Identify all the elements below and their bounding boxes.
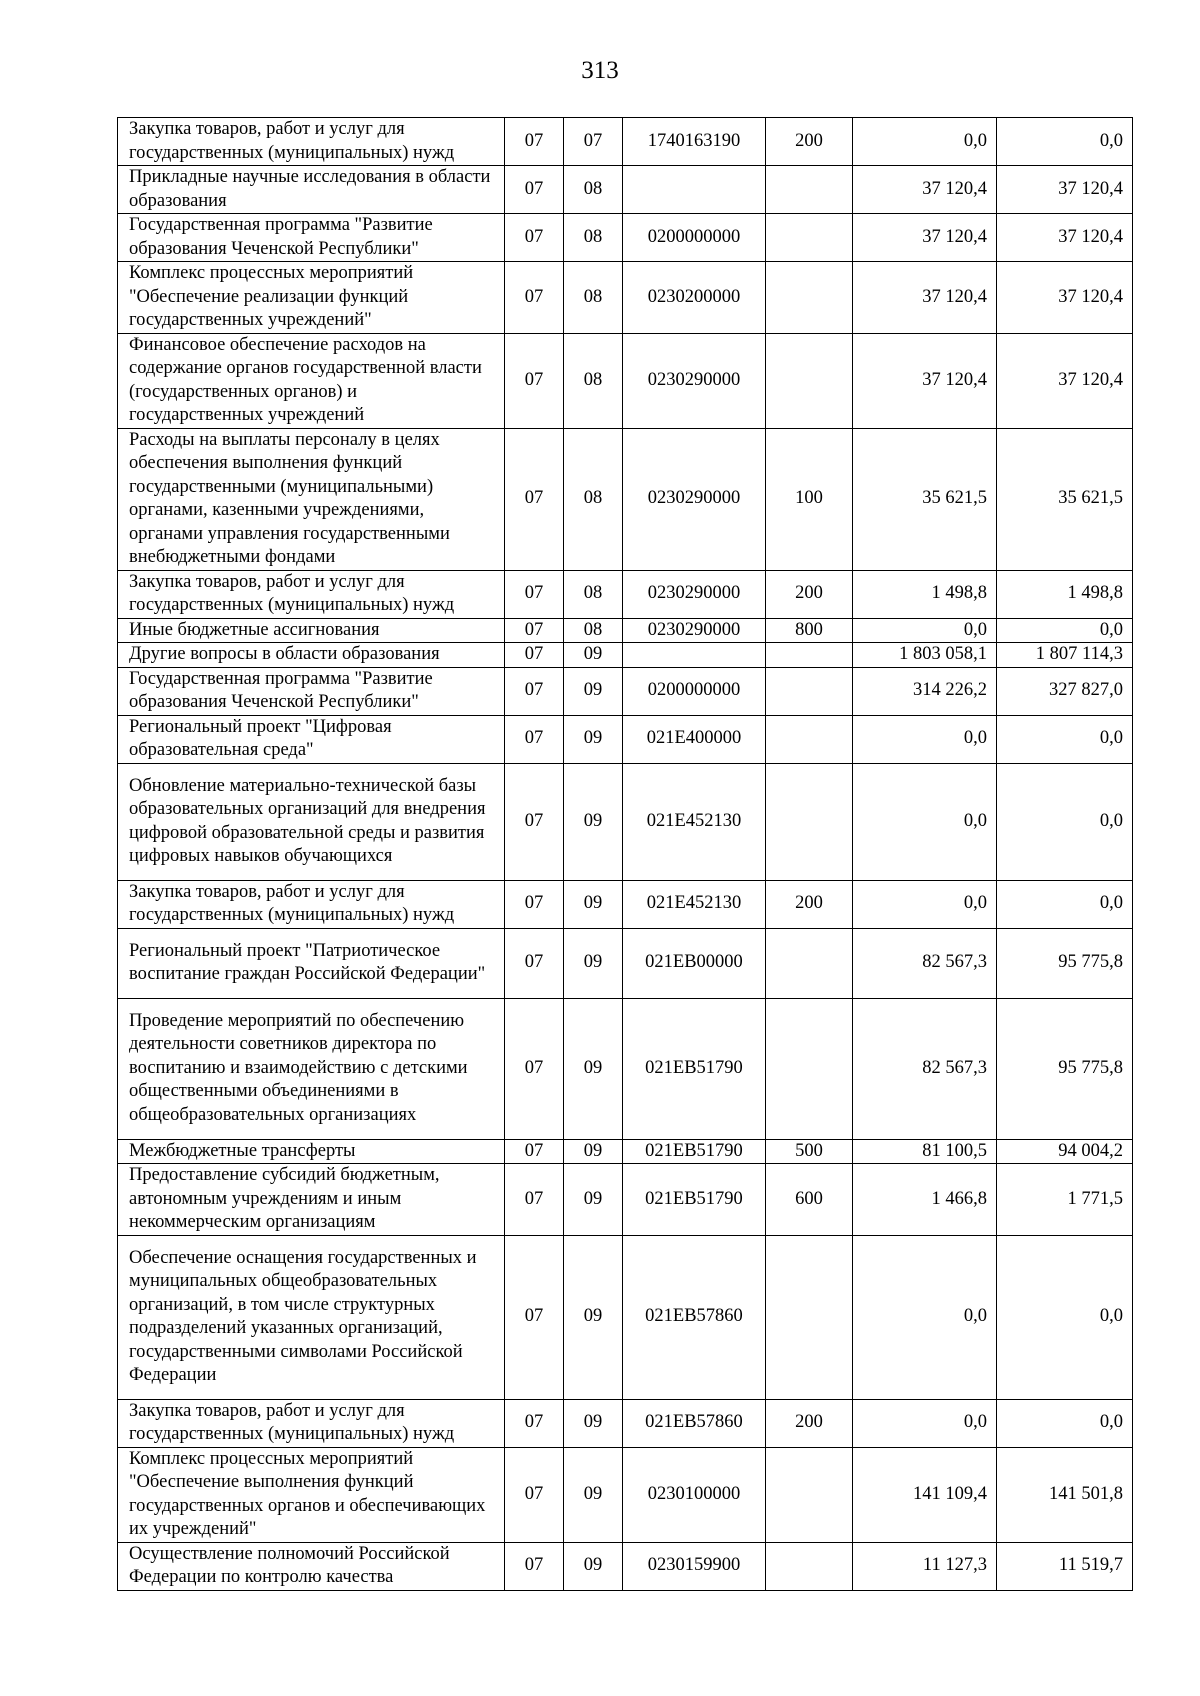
row-section: 07 <box>505 1447 564 1542</box>
row-target-article: 021EB51790 <box>623 1164 766 1236</box>
row-name: Проведение мероприятий по обеспечению деятельности советников директора по воспитанию и взаимодействию с детскими общественными объединениями в общеобразовательных организациях <box>118 998 505 1139</box>
row-expense-type <box>766 715 853 763</box>
row-subsection: 09 <box>564 1447 623 1542</box>
row-amount-1: 0,0 <box>853 118 997 166</box>
row-expense-type: 200 <box>766 118 853 166</box>
table-row <box>118 880 1133 928</box>
row-target-article: 0230200000 <box>623 262 766 334</box>
row-subsection: 09 <box>564 880 623 928</box>
row-name: Закупка товаров, работ и услуг для государственных (муниципальных) нужд <box>118 118 505 166</box>
row-section: 07 <box>505 1542 564 1590</box>
row-expense-type: 200 <box>766 1399 853 1447</box>
table-row <box>118 667 1133 715</box>
table-row <box>118 1139 1133 1164</box>
row-name: Обновление материально-технической базы образовательных организаций для внедрения цифровой образовательной среды и развития цифровых навыков обучающихся <box>118 763 505 880</box>
row-name: Закупка товаров, работ и услуг для государственных (муниципальных) нужд <box>118 1399 505 1447</box>
row-amount-1: 0,0 <box>853 763 997 880</box>
row-amount-1: 141 109,4 <box>853 1447 997 1542</box>
row-name: Государственная программа "Развитие образования Чеченской Республики" <box>118 214 505 262</box>
row-name: Финансовое обеспечение расходов на содержание органов государственной власти (государственных органов) и государственных учреждений <box>118 333 505 428</box>
row-amount-1: 82 567,3 <box>853 928 997 998</box>
table-row <box>118 998 1133 1139</box>
table-row <box>118 1399 1133 1447</box>
row-subsection: 08 <box>564 570 623 618</box>
row-subsection: 09 <box>564 998 623 1139</box>
row-name: Другие вопросы в области образования <box>118 643 505 668</box>
row-amount-2: 0,0 <box>997 618 1133 643</box>
row-subsection: 09 <box>564 1542 623 1590</box>
row-amount-1: 37 120,4 <box>853 262 997 334</box>
row-name: Прикладные научные исследования в области образования <box>118 166 505 214</box>
budget-table-body <box>118 118 1133 1591</box>
row-amount-2: 95 775,8 <box>997 998 1133 1139</box>
table-row <box>118 1235 1133 1399</box>
row-amount-1: 37 120,4 <box>853 214 997 262</box>
row-amount-2: 1 498,8 <box>997 570 1133 618</box>
row-subsection: 08 <box>564 214 623 262</box>
row-subsection: 08 <box>564 428 623 570</box>
row-expense-type: 600 <box>766 1164 853 1236</box>
row-amount-1: 0,0 <box>853 1399 997 1447</box>
table-row <box>118 118 1133 166</box>
table-row <box>118 428 1133 570</box>
row-section: 07 <box>505 880 564 928</box>
table-row <box>118 643 1133 668</box>
row-name: Предоставление субсидий бюджетным, автономным учреждениям и иным некоммерческим организациям <box>118 1164 505 1236</box>
row-target-article: 021E400000 <box>623 715 766 763</box>
row-section: 07 <box>505 118 564 166</box>
row-section: 07 <box>505 928 564 998</box>
page-number: 313 <box>581 57 619 84</box>
row-subsection: 08 <box>564 618 623 643</box>
table-row <box>118 928 1133 998</box>
row-subsection: 07 <box>564 118 623 166</box>
row-expense-type: 800 <box>766 618 853 643</box>
row-subsection: 09 <box>564 715 623 763</box>
row-amount-1: 81 100,5 <box>853 1139 997 1164</box>
row-name: Комплекс процессных мероприятий "Обеспечение реализации функций государственных учреждений" <box>118 262 505 334</box>
row-target-article: 0230100000 <box>623 1447 766 1542</box>
row-amount-1: 0,0 <box>853 618 997 643</box>
row-amount-1: 314 226,2 <box>853 667 997 715</box>
table-row <box>118 570 1133 618</box>
row-amount-2: 94 004,2 <box>997 1139 1133 1164</box>
row-amount-2: 0,0 <box>997 118 1133 166</box>
row-section: 07 <box>505 262 564 334</box>
row-section: 07 <box>505 643 564 668</box>
row-name: Закупка товаров, работ и услуг для государственных (муниципальных) нужд <box>118 570 505 618</box>
row-subsection: 09 <box>564 1399 623 1447</box>
row-section: 07 <box>505 1235 564 1399</box>
row-name: Осуществление полномочий Российской Федерации по контролю качества <box>118 1542 505 1590</box>
row-target-article: 0230159900 <box>623 1542 766 1590</box>
row-amount-2: 0,0 <box>997 1399 1133 1447</box>
row-expense-type <box>766 928 853 998</box>
row-target-article: 1740163190 <box>623 118 766 166</box>
row-name: Обеспечение оснащения государственных и муниципальных общеобразовательных организаций, в том числе структурных подразделений указанных организаций, государственными символами Российской Федерации <box>118 1235 505 1399</box>
row-section: 07 <box>505 618 564 643</box>
row-amount-1: 0,0 <box>853 715 997 763</box>
table-row <box>118 214 1133 262</box>
row-expense-type: 200 <box>766 570 853 618</box>
row-subsection: 09 <box>564 643 623 668</box>
row-section: 07 <box>505 214 564 262</box>
budget-table <box>117 117 1133 1591</box>
row-expense-type: 500 <box>766 1139 853 1164</box>
row-name: Межбюджетные трансферты <box>118 1139 505 1164</box>
row-target-article: 021EB57860 <box>623 1399 766 1447</box>
row-expense-type <box>766 763 853 880</box>
row-subsection: 08 <box>564 262 623 334</box>
row-section: 07 <box>505 1399 564 1447</box>
table-row <box>118 1542 1133 1590</box>
row-expense-type: 200 <box>766 880 853 928</box>
row-target-article: 021EB00000 <box>623 928 766 998</box>
row-target-article: 021E452130 <box>623 880 766 928</box>
row-amount-2: 37 120,4 <box>997 166 1133 214</box>
row-section: 07 <box>505 1139 564 1164</box>
row-amount-1: 37 120,4 <box>853 166 997 214</box>
row-target-article <box>623 166 766 214</box>
row-section: 07 <box>505 667 564 715</box>
table-row <box>118 1447 1133 1542</box>
table-row <box>118 618 1133 643</box>
row-amount-2: 37 120,4 <box>997 214 1133 262</box>
row-expense-type <box>766 643 853 668</box>
row-amount-1: 1 498,8 <box>853 570 997 618</box>
row-amount-2: 95 775,8 <box>997 928 1133 998</box>
row-section: 07 <box>505 428 564 570</box>
row-amount-1: 1 466,8 <box>853 1164 997 1236</box>
row-expense-type: 100 <box>766 428 853 570</box>
row-target-article: 0200000000 <box>623 667 766 715</box>
row-section: 07 <box>505 166 564 214</box>
row-target-article: 021EB51790 <box>623 1139 766 1164</box>
row-subsection: 09 <box>564 1164 623 1236</box>
row-target-article: 0230290000 <box>623 428 766 570</box>
row-section: 07 <box>505 570 564 618</box>
row-expense-type <box>766 1542 853 1590</box>
row-section: 07 <box>505 333 564 428</box>
table-row <box>118 763 1133 880</box>
table-row <box>118 333 1133 428</box>
table-row <box>118 1164 1133 1236</box>
row-name: Расходы на выплаты персоналу в целях обеспечения выполнения функций государственными (муниципальными) органами, казенными учреждениями, органами управления государственными внебюджетными фондами <box>118 428 505 570</box>
row-expense-type <box>766 166 853 214</box>
row-subsection: 08 <box>564 166 623 214</box>
row-target-article: 021E452130 <box>623 763 766 880</box>
row-amount-2: 1 807 114,3 <box>997 643 1133 668</box>
row-amount-2: 0,0 <box>997 715 1133 763</box>
table-row <box>118 166 1133 214</box>
row-amount-1: 35 621,5 <box>853 428 997 570</box>
row-target-article: 0230290000 <box>623 333 766 428</box>
row-name: Региональный проект "Патриотическое воспитание граждан Российской Федерации" <box>118 928 505 998</box>
row-subsection: 09 <box>564 1235 623 1399</box>
row-amount-2: 0,0 <box>997 763 1133 880</box>
row-target-article <box>623 643 766 668</box>
table-row <box>118 262 1133 334</box>
row-target-article: 0200000000 <box>623 214 766 262</box>
row-amount-2: 1 771,5 <box>997 1164 1133 1236</box>
row-amount-1: 11 127,3 <box>853 1542 997 1590</box>
row-target-article: 021EB57860 <box>623 1235 766 1399</box>
row-subsection: 09 <box>564 1139 623 1164</box>
row-amount-2: 327 827,0 <box>997 667 1133 715</box>
row-section: 07 <box>505 763 564 880</box>
row-amount-2: 37 120,4 <box>997 333 1133 428</box>
row-target-article: 021EB51790 <box>623 998 766 1139</box>
row-section: 07 <box>505 715 564 763</box>
row-section: 07 <box>505 1164 564 1236</box>
row-amount-2: 35 621,5 <box>997 428 1133 570</box>
row-name: Региональный проект "Цифровая образовательная среда" <box>118 715 505 763</box>
row-expense-type <box>766 667 853 715</box>
row-subsection: 08 <box>564 333 623 428</box>
row-amount-1: 1 803 058,1 <box>853 643 997 668</box>
row-amount-2: 37 120,4 <box>997 262 1133 334</box>
row-expense-type <box>766 214 853 262</box>
row-target-article: 0230290000 <box>623 570 766 618</box>
row-expense-type <box>766 1235 853 1399</box>
row-subsection: 09 <box>564 928 623 998</box>
row-amount-1: 0,0 <box>853 880 997 928</box>
row-amount-2: 0,0 <box>997 1235 1133 1399</box>
row-name: Иные бюджетные ассигнования <box>118 618 505 643</box>
row-subsection: 09 <box>564 763 623 880</box>
row-amount-1: 0,0 <box>853 1235 997 1399</box>
row-amount-1: 37 120,4 <box>853 333 997 428</box>
row-target-article: 0230290000 <box>623 618 766 643</box>
row-expense-type <box>766 262 853 334</box>
row-amount-1: 82 567,3 <box>853 998 997 1139</box>
table-row <box>118 715 1133 763</box>
row-amount-2: 11 519,7 <box>997 1542 1133 1590</box>
row-name: Государственная программа "Развитие образования Чеченской Республики" <box>118 667 505 715</box>
row-expense-type <box>766 1447 853 1542</box>
row-expense-type <box>766 998 853 1139</box>
row-name: Закупка товаров, работ и услуг для государственных (муниципальных) нужд <box>118 880 505 928</box>
row-section: 07 <box>505 998 564 1139</box>
row-amount-2: 0,0 <box>997 880 1133 928</box>
row-name: Комплекс процессных мероприятий "Обеспечение выполнения функций государственных органов и обеспечивающих их учреждений" <box>118 1447 505 1542</box>
row-expense-type <box>766 333 853 428</box>
row-amount-2: 141 501,8 <box>997 1447 1133 1542</box>
row-subsection: 09 <box>564 667 623 715</box>
